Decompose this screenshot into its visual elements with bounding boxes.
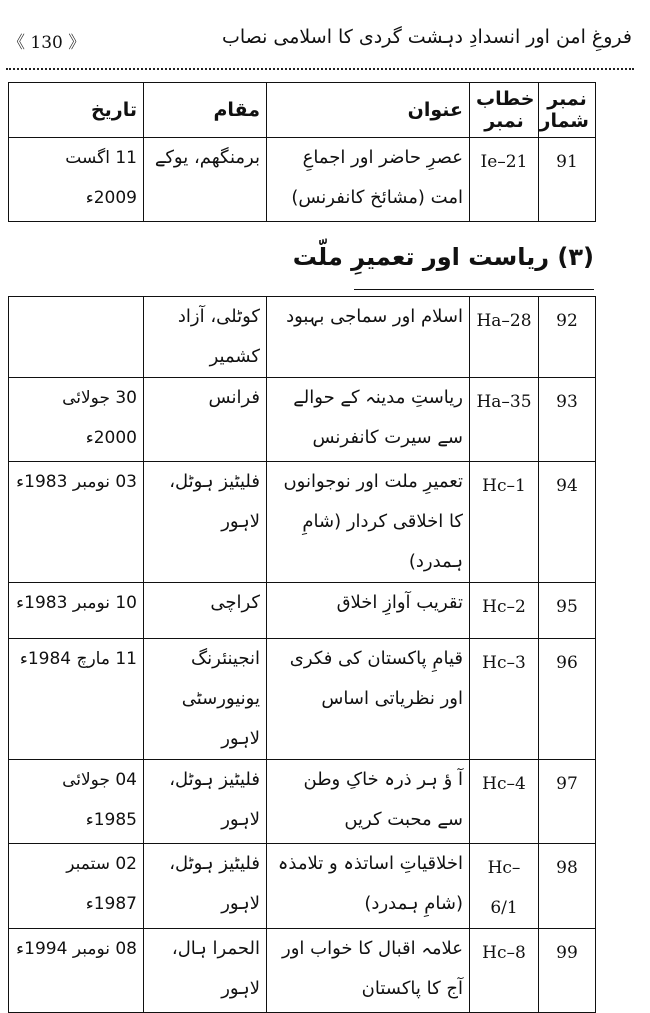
- cell-title: قیامِ پاکستان کی فکری اور نظریاتی اساس: [267, 639, 470, 760]
- cell-place: فلیٹیز ہوٹل، لاہور: [144, 760, 267, 844]
- cell-date: 11 مارچ 1984ء: [9, 639, 144, 760]
- cell-title: اخلاقیاتِ اساتذہ و تلامذہ (شامِ ہمدرد): [267, 844, 470, 929]
- cell-title: علامہ اقبال کا خواب اور آج کا پاکستان: [267, 929, 470, 1013]
- cell-place: فلیٹیز ہوٹل، لاہور: [144, 462, 267, 583]
- cell-serial: 93: [539, 378, 596, 462]
- cell-serial: 98: [539, 844, 596, 929]
- cell-serial: 92: [539, 297, 596, 378]
- table-row: [9, 378, 596, 462]
- section-underline: [354, 289, 594, 290]
- table-row: [9, 462, 596, 583]
- table-row: [9, 844, 596, 929]
- table-header-row: [9, 83, 596, 138]
- cell-date: 30 جولائی 2000ء: [9, 378, 144, 462]
- cell-serial: 95: [539, 583, 596, 639]
- cell-date: [9, 297, 144, 378]
- cell-place: کوٹلی، آزاد کشمیر: [144, 297, 267, 378]
- cell-code: Ha–35: [470, 378, 539, 462]
- table-row: [9, 929, 596, 1013]
- table-row: [9, 583, 596, 639]
- table-row: [9, 760, 596, 844]
- cell-place: کراچی: [144, 583, 267, 639]
- cell-serial: 99: [539, 929, 596, 1013]
- header-divider: [6, 68, 634, 70]
- header-code: خطاب نمبر: [470, 83, 539, 138]
- cell-code: Hc–8: [470, 929, 539, 1013]
- cell-serial: 91: [539, 138, 596, 222]
- header-place: مقام: [144, 83, 267, 138]
- cell-date: 10 نومبر 1983ء: [9, 583, 144, 639]
- speeches-table-2: [8, 296, 596, 1013]
- cell-code: Ie–21: [470, 138, 539, 222]
- cell-title: تعمیرِ ملت اور نوجوانوں کا اخلاقی کردار (شامِ ہمدرد): [267, 462, 470, 583]
- cell-place: فرانس: [144, 378, 267, 462]
- header-title: عنوان: [267, 83, 470, 138]
- table-row: [9, 297, 596, 378]
- cell-date: 08 نومبر 1994ء: [9, 929, 144, 1013]
- book-title: فروغِ امن اور انسدادِ دہشت گردی کا اسلامی نصاب: [221, 26, 632, 48]
- cell-serial: 94: [539, 462, 596, 583]
- table-row: [9, 138, 596, 222]
- cell-code: Hc–1: [470, 462, 539, 583]
- cell-serial: 97: [539, 760, 596, 844]
- cell-date: 03 نومبر 1983ء: [9, 462, 144, 583]
- cell-place: انجینئرنگ یونیورسٹی لاہور: [144, 639, 267, 760]
- cell-title: عصرِ حاضر اور اجماعِ امت (مشائخ کانفرنس): [267, 138, 470, 222]
- cell-date: 02 ستمبر 1987ء: [9, 844, 144, 929]
- page-number: 《 130 》: [8, 33, 86, 53]
- cell-place: الحمرا ہال، لاہور: [144, 929, 267, 1013]
- cell-serial: 96: [539, 639, 596, 760]
- cell-title: تقریب آوازِ اخلاق: [267, 583, 470, 639]
- cell-place: برمنگھم، یوکے: [144, 138, 267, 222]
- cell-title: اسلام اور سماجی بہبود: [267, 297, 470, 378]
- cell-code: Hc–4: [470, 760, 539, 844]
- cell-date: 04 جولائی 1985ء: [9, 760, 144, 844]
- header-serial: نمبر شمار: [539, 83, 596, 138]
- cell-code: Hc–3: [470, 639, 539, 760]
- speeches-table-1: [8, 82, 596, 222]
- header-date: تاریخ: [9, 83, 144, 138]
- cell-date: 11 اگست 2009ء: [9, 138, 144, 222]
- table-row: [9, 639, 596, 760]
- cell-code: Hc–6/1: [470, 844, 539, 929]
- cell-code: Hc–2: [470, 583, 539, 639]
- cell-title: ریاستِ مدینہ کے حوالے سے سیرت کانفرنس: [267, 378, 470, 462]
- cell-code: Ha–28: [470, 297, 539, 378]
- page-header: [8, 22, 632, 62]
- cell-place: فلیٹیز ہوٹل، لاہور: [144, 844, 267, 929]
- cell-title: آ ؤ ہر ذرہ خاکِ وطن سے محبت کریں: [267, 760, 470, 844]
- section-heading: (۳) ریاست اور تعمیرِ ملّت: [292, 243, 594, 271]
